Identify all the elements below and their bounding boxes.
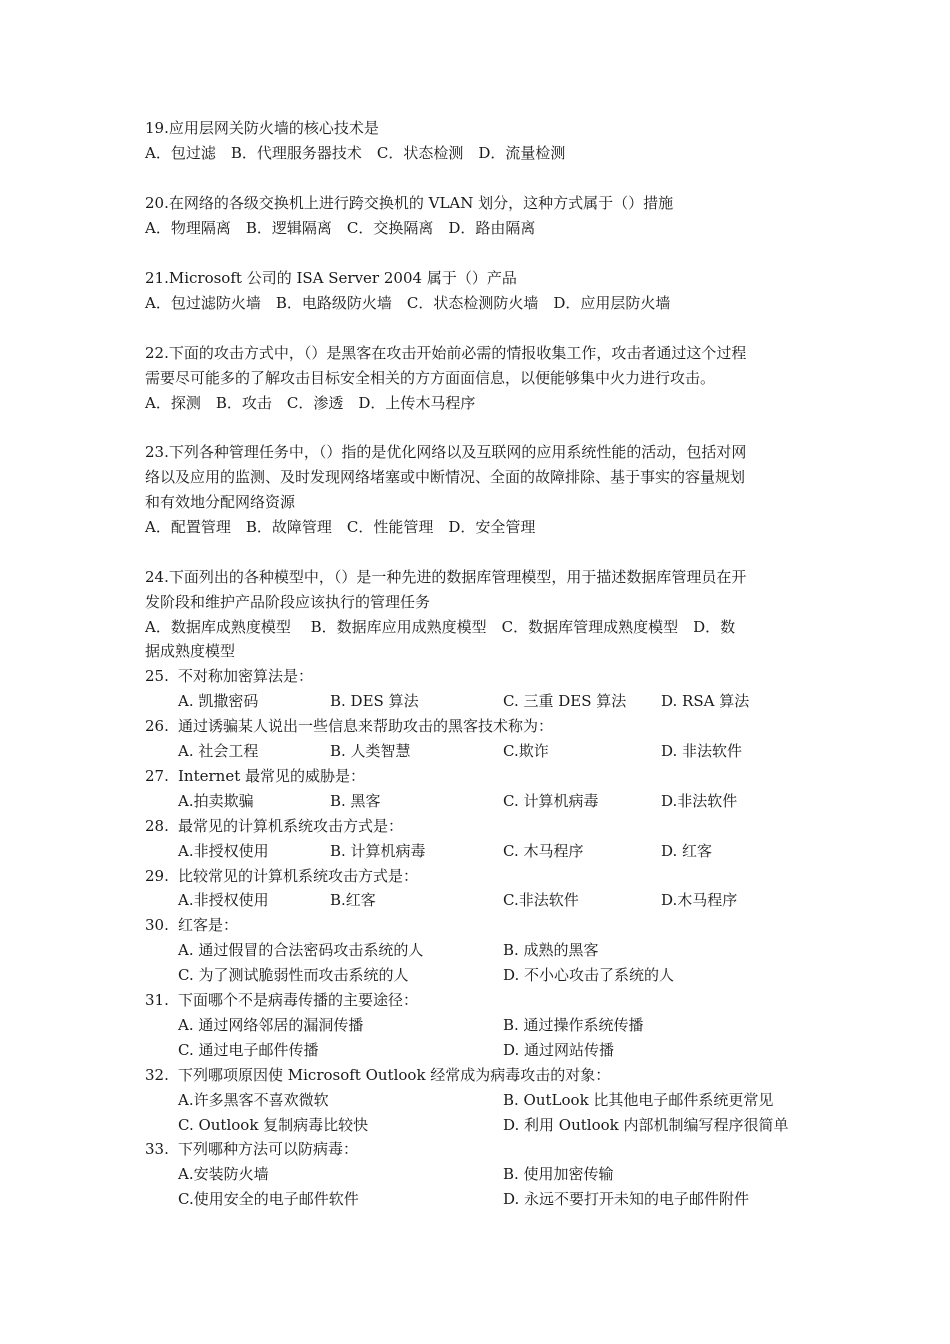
- question-25-option-c: C. 三重 DES 算法: [503, 692, 627, 710]
- question-20-stem: 20.在网络的各级交换机上进行跨交换机的 VLAN 划分，这种方式属于（）措施: [145, 194, 674, 212]
- question-29-option-a: A.非授权使用: [178, 891, 269, 909]
- question-24-stem-line-2: 发阶段和维护产品阶段应该执行的管理任务: [145, 593, 431, 611]
- question-32-option-d: D. 利用 Outlook 内部机制编写程序很简单: [503, 1116, 789, 1134]
- question-25-option-a: A. 凯撒密码: [178, 692, 259, 710]
- question-28-option-c: C. 木马程序: [503, 842, 584, 860]
- question-22-options: A．探测 B．攻击 C．渗透 D．上传木马程序: [145, 394, 476, 412]
- question-30-stem: 红客是：: [178, 916, 239, 934]
- question-26-option-c: C.欺诈: [503, 742, 549, 760]
- question-31-option-b: B. 通过操作系统传播: [503, 1016, 644, 1034]
- question-27-option-d: D.非法软件: [661, 792, 738, 810]
- question-27-stem: Internet 最常见的威胁是：: [178, 767, 365, 785]
- question-32-option-a: A.许多黑客不喜欢微软: [178, 1091, 329, 1109]
- question-21-stem: 21.Microsoft 公司的 ISA Server 2004 属于（）产品: [145, 269, 517, 287]
- question-33-option-b: B. 使用加密传输: [503, 1165, 614, 1183]
- question-30-option-a: A. 通过假冒的合法密码攻击系统的人: [178, 941, 424, 959]
- question-23-options: A．配置管理 B．故障管理 C．性能管理 D．安全管理: [145, 518, 536, 536]
- question-29-option-c: C.非法软件: [503, 891, 579, 909]
- question-21-options: A．包过滤防火墙 B．电路级防火墙 C．状态检测防火墙 D．应用层防火墙: [145, 294, 671, 312]
- question-28-option-a: A.非授权使用: [178, 842, 269, 860]
- question-20-options: A．物理隔离 B．逻辑隔离 C．交换隔离 D．路由隔离: [145, 219, 536, 237]
- question-25-stem: 不对称加密算法是：: [178, 667, 314, 685]
- question-29-option-b: B.红客: [330, 891, 376, 909]
- question-24-options-line-2: 据成熟度模型: [145, 642, 236, 660]
- question-33-number: 33.: [145, 1140, 169, 1158]
- question-30-option-d: D. 不小心攻击了系统的人: [503, 966, 675, 984]
- question-24-stem-line-1: 24.下面列出的各种模型中，（）是一种先进的数据库管理模型，用于描述数据库管理员在开: [145, 568, 747, 586]
- question-27-option-c: C. 计算机病毒: [503, 792, 599, 810]
- question-26-number: 26.: [145, 717, 169, 735]
- question-30-option-b: B. 成熟的黑客: [503, 941, 599, 959]
- question-31-stem: 下面哪个不是病毒传播的主要途径：: [178, 991, 419, 1009]
- question-33-option-c: C.使用安全的电子邮件软件: [178, 1190, 359, 1208]
- question-33-option-d: D. 永远不要打开未知的电子邮件附件: [503, 1190, 750, 1208]
- question-23-stem-line-3: 和有效地分配网络资源: [145, 493, 296, 511]
- question-24-options-line-1: A．数据库成熟度模型 B．数据库应用成熟度模型 C．数据库管理成熟度模型 D．数: [145, 618, 736, 636]
- question-26-option-d: D. 非法软件: [661, 742, 743, 760]
- question-28-stem: 最常见的计算机系统攻击方式是：: [178, 817, 404, 835]
- question-25-number: 25.: [145, 667, 169, 685]
- question-31-option-d: D. 通过网站传播: [503, 1041, 615, 1059]
- question-26-stem: 通过诱骗某人说出一些信息来帮助攻击的黑客技术称为：: [178, 717, 554, 735]
- question-28-option-b: B. 计算机病毒: [330, 842, 426, 860]
- question-25-option-d: D. RSA 算法: [661, 692, 750, 710]
- question-27-option-b: B. 黑客: [330, 792, 381, 810]
- question-29-stem: 比较常见的计算机系统攻击方式是：: [178, 867, 419, 885]
- question-27-option-a: A.拍卖欺骗: [178, 792, 254, 810]
- question-30-number: 30.: [145, 916, 169, 934]
- question-22-stem-line-2: 需要尽可能多的了解攻击目标安全相关的方方面面信息，以便能够集中火力进行攻击。: [145, 369, 716, 387]
- question-29-option-d: D.木马程序: [661, 891, 738, 909]
- question-26-option-a: A. 社会工程: [178, 742, 259, 760]
- question-19-stem: 19.应用层网关防火墙的核心技术是: [145, 119, 379, 137]
- question-29-number: 29.: [145, 867, 169, 885]
- question-33-stem: 下列哪种方法可以防病毒：: [178, 1140, 359, 1158]
- question-23-stem-line-2: 络以及应用的监测、及时发现网络堵塞或中断情况、全面的故障排除、基于事实的容量规划: [145, 468, 746, 486]
- question-32-number: 32.: [145, 1066, 169, 1084]
- question-22-stem-line-1: 22.下面的攻击方式中，（）是黑客在攻击开始前必需的情报收集工作，攻击者通过这个过程: [145, 344, 747, 362]
- question-27-number: 27.: [145, 767, 169, 785]
- question-31-option-c: C. 通过电子邮件传播: [178, 1041, 319, 1059]
- question-32-stem: 下列哪项原因使 Microsoft Outlook 经常成为病毒攻击的对象：: [178, 1066, 611, 1084]
- question-33-option-a: A.安装防火墙: [178, 1165, 269, 1183]
- question-23-stem-line-1: 23.下列各种管理任务中，（）指的是优化网络以及互联网的应用系统性能的活动，包括对网: [145, 443, 747, 461]
- question-25-option-b: B. DES 算法: [330, 692, 419, 710]
- question-19-options: A．包过滤 B．代理服务器技术 C．状态检测 D．流量检测: [145, 144, 566, 162]
- question-30-option-c: C. 为了测试脆弱性而攻击系统的人: [178, 966, 409, 984]
- question-31-number: 31.: [145, 991, 169, 1009]
- question-26-option-b: B. 人类智慧: [330, 742, 411, 760]
- question-28-option-d: D. 红客: [661, 842, 713, 860]
- question-31-option-a: A. 通过网络邻居的漏洞传播: [178, 1016, 364, 1034]
- question-32-option-b: B. OutLook 比其他电子邮件系统更常见: [503, 1091, 774, 1109]
- question-32-option-c: C. Outlook 复制病毒比较快: [178, 1116, 369, 1134]
- question-28-number: 28.: [145, 817, 169, 835]
